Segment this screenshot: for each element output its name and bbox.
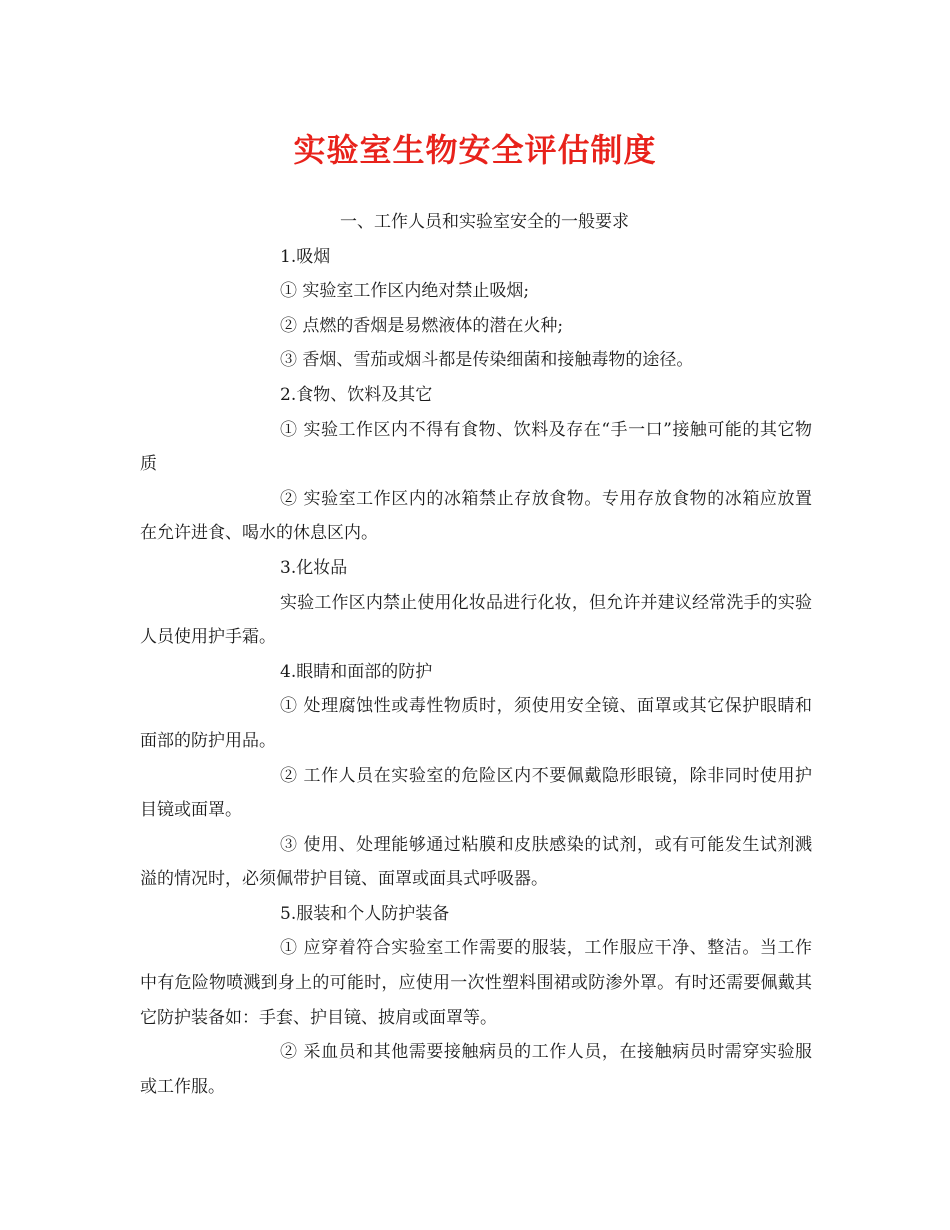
paragraph: ② 采血员和其他需要接触病员的工作人员，在接触病员时需穿实验服或工作服。	[140, 1042, 812, 1097]
paragraph: 4.眼睛和面部的防护	[280, 661, 433, 682]
paragraph: ② 实验室工作区内的冰箱禁止存放食物。专用存放食物的冰箱应放置在允许进食、喝水的休息区内。	[140, 488, 812, 544]
paragraph: ③ 使用、处理能够通过粘膜和皮肤感染的试剂，或有可能发生试剂溅溢的情况时，必须佩带护目镜、面罩或面具式呼吸器。	[140, 834, 812, 890]
paragraph: ② 点燃的香烟是易燃液体的潜在火种;	[280, 315, 564, 336]
paragraph: ① 处理腐蚀性或毒性物质时，须使用安全镜、面罩或其它保护眼睛和面部的防护用品。	[140, 696, 812, 751]
document-body	[140, 205, 812, 1104]
paragraph: 3.化妆品	[280, 557, 348, 578]
paragraph: 2.食物、饮料及其它	[280, 384, 433, 405]
document-title: 实验室生物安全评估制度	[293, 131, 657, 169]
paragraph: 1.吸烟	[280, 246, 331, 267]
paragraph: 5.服装和个人防护装备	[280, 903, 450, 924]
paragraph: ② 工作人员在实验室的危险区内不要佩戴隐形眼镜，除非同时使用护目镜或面罩。	[140, 765, 812, 821]
section-heading: 一、工作人员和实验室安全的一般要求	[340, 212, 629, 232]
paragraph: ③ 香烟、雪茄或烟斗都是传染细菌和接触毒物的途径。	[280, 350, 694, 371]
paragraph: 实验工作区内禁止使用化妆品进行化妆，但允许并建议经常洗手的实验人员使用护手霜。	[140, 592, 812, 648]
paragraph: ① 实验工作区内不得有食物、饮料及存在“手一口”接触可能的其它物质	[140, 419, 812, 475]
paragraph: ① 应穿着符合实验室工作需要的服装，工作服应干净、整洁。当工作中有危险物喷溅到身上的可能时，应使用一次性塑料围裙或防渗外罩。有时还需要佩戴其它防护装备如：手套、护目镜、披肩或面罩等。	[140, 938, 812, 1028]
paragraph: ① 实验室工作区内绝对禁止吸烟;	[280, 281, 530, 302]
